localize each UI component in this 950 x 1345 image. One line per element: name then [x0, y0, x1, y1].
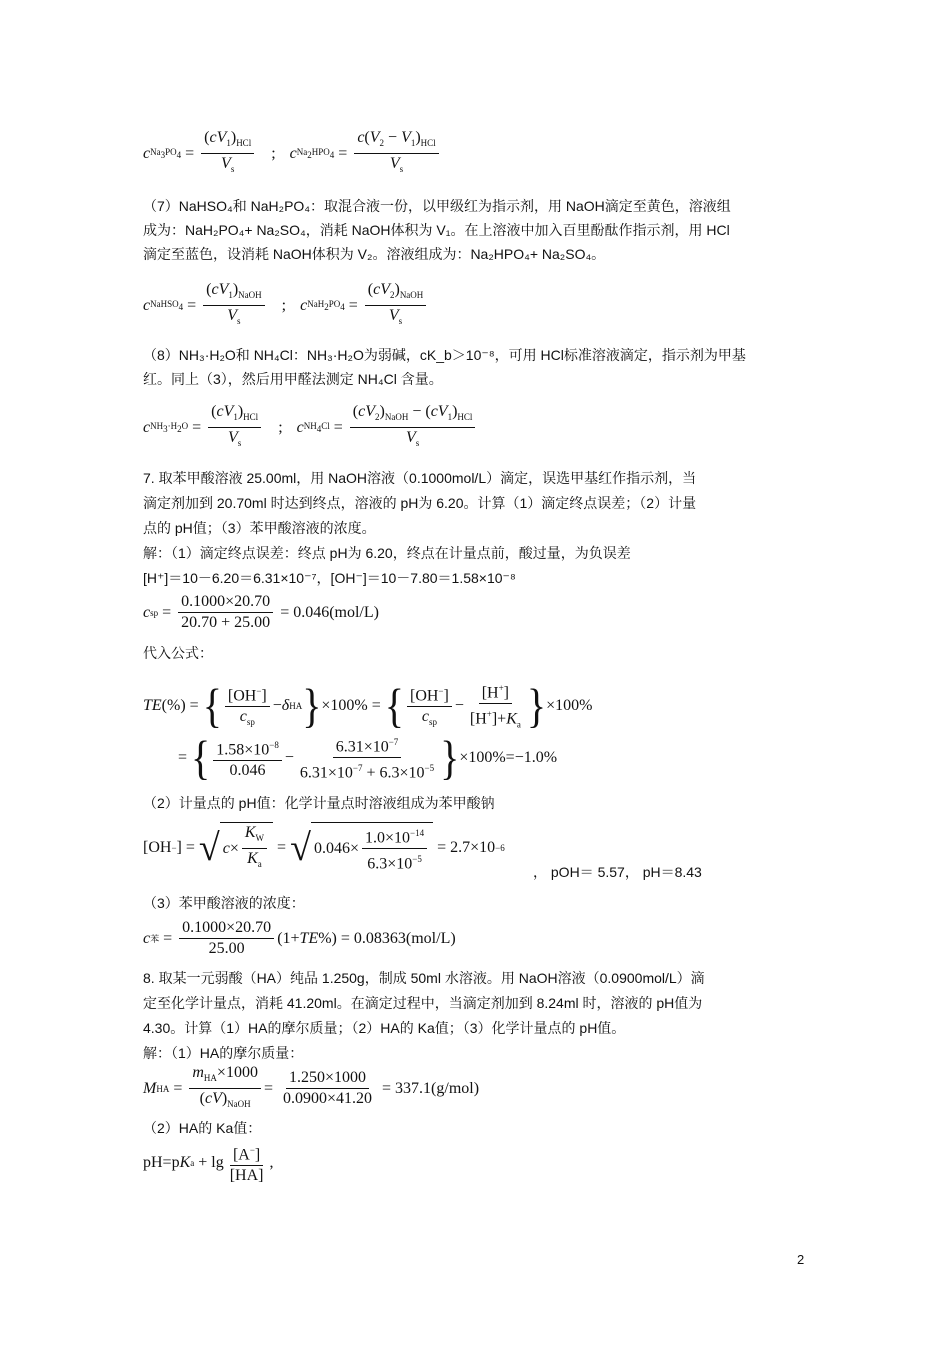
- paragraph-7-line-2: 成为：NaH₂PO₄+ Na₂SO₄，消耗 NaOH体积为 V₁。在上溶液中加入百里酚酞作指示剂，用 HCl: [143, 222, 730, 238]
- paragraph-8-line-1: （8）NH₃·H₂O和 NH₄Cl：NH₃·H₂O为弱碱，cK_b＞10⁻⁸，可用 HCl标准溶液滴定，指示剂为甲基: [143, 347, 746, 363]
- formula-ph: pH=p K a + lg $\frac{[A^-]}{[HA]}$ ,: [143, 1140, 273, 1186]
- formula-oh: [OH − ] = √ c × $\frac{K_W}{K_a}$ = √ 0.046× $\frac{1.0\times 10^{-14}}{6.3\times 10^{-5}}$ = 2.7×10 −6: [143, 822, 505, 875]
- question-7-line-2: 滴定剂加到 20.70ml 时达到终点，溶液的 pH为 6.20。计算（1）滴定终点误差；（2）计量: [143, 495, 697, 511]
- formula-na2hpo4: c $Na_2HPO_4$ = $\frac{c(V_2 - V_1)_{HCl}}{V_s}$: [290, 128, 442, 179]
- formula-nh4cl: c $NH_4Cl$ = $\frac{(cV_2)_{NaOH} - (cV_1)_{HCl}}{V_s}$: [297, 402, 479, 453]
- paragraph-7-line-1: （7）NaHSO₄和 NaH₂PO₄：取混合液一份，以甲级红为指示剂，用 NaOH滴定至黄色，溶液组: [143, 198, 731, 214]
- formula-nahso4-nah2po4: [143, 280, 429, 331]
- formula-cben: c 苯 = $\frac{0.1000\times 20.70}{25.00}$ (1+ TE %) = 0.08363(mol/L): [143, 919, 456, 957]
- question-7-line-1: 7. 取苯甲酸溶液 25.00ml，用 NaOH溶液（0.1000mol/L）滴定，误选甲基红作指示剂，当: [143, 470, 697, 486]
- solution-8-line-2: （2）HA的 Ka值：: [143, 1120, 262, 1136]
- formula-nahso4: c NaHSO$_4$ = $\frac{(cV_1)_{NaOH}}{V_s}$: [143, 280, 268, 331]
- page-number: 2: [797, 1252, 805, 1267]
- formula-nh3h2o: c $NH_3\cdot H_2O$ = $\frac{(cV_1)_{HCl}}{V_s}$: [143, 402, 264, 453]
- formula-separator: ;: [278, 418, 283, 436]
- solution-7-line-2: [H⁺]＝10－6.20＝6.31×10⁻⁷，[OH⁻]＝10－7.80＝1.58×10⁻⁸: [143, 570, 516, 586]
- solution-7-line-1: 解：（1）滴定终点误差：终点 pH为 6.20，终点在计量点前，酸过量，为负误差: [143, 545, 631, 561]
- formula-na3po4: c $Na_3PO_4$ = $\frac{(cV_1)_{HCl}}{V_s}$: [143, 128, 257, 179]
- formula-te-numeric: = { $\frac{1.58\times 10^{-8}}{0.046}$ − $\frac{6.31\times 10^{-7}}{6.31\times 10^{-7} + 6.3\times 10^{-5}}$ } ×100%=−1.0%: [178, 730, 558, 785]
- formula-separator: ;: [271, 144, 276, 162]
- formula-oh-tail: ， pOH＝ 5.57， pH＝8.43: [533, 864, 702, 880]
- formula-mha: M HA = $\frac{m_{HA}\times 1000}{(cV)_{NaOH}}$ = $\frac{1.250\times 1000}{0.0900\times 41.20}$ = 337.1(g/mol): [143, 1064, 480, 1110]
- formula-nh3h2o-nh4cl: [143, 402, 478, 453]
- question-8-line-1: 8. 取某一元弱酸（HA）纯品 1.250g，制成 50ml 水溶液。用 NaOH溶液（0.0900mol/L）滴: [143, 970, 705, 986]
- formula-nah2po4: c $NaH_2PO_4$ = $\frac{(cV_2)_{NaOH}}{V_s}$: [300, 280, 429, 331]
- question-8-line-2: 定至化学计量点，消耗 41.20ml。在滴定过程中，当滴定剂加到 8.24ml 时，溶液的 pH值为: [143, 995, 703, 1011]
- formula-na3po4-na2hpo4: [143, 128, 442, 179]
- formula-csp: c sp = $\frac{0.1000\times 20.70}{20.70 + 25.00}$ = 0.046(mol/L): [143, 593, 379, 631]
- solution-7-line-3: 代入公式：: [143, 645, 213, 661]
- formula-te-general: TE (%) = { $\frac{[OH^-]}{c_{sp}}$ − δ HA } ×100% = { $\frac{[OH^-]}{c_{sp}}$ − $\frac{[H^+]}{[H^+]+K_a}$ } ×100%: [143, 678, 593, 733]
- question-7-line-3: 点的 pH值；（3）苯甲酸溶液的浓度。: [143, 520, 376, 536]
- paragraph-7-line-3: 滴定至蓝色，设消耗 NaOH体积为 V₂。溶液组成为：Na₂HPO₄+ Na₂SO₄。: [143, 246, 606, 262]
- solution-7-line-5: （3）苯甲酸溶液的浓度：: [143, 895, 305, 911]
- solution-8-line-1: 解：（1）HA的摩尔质量：: [143, 1045, 304, 1061]
- formula-separator: ;: [281, 296, 287, 314]
- question-8-line-3: 4.30。计算（1）HA的摩尔质量；（2）HA的 Ka值；（3）化学计量点的 pH值。: [143, 1020, 626, 1036]
- paragraph-8-line-2: 红。同上（3），然后用甲醛法测定 NH₄Cl 含量。: [143, 371, 443, 387]
- solution-7-line-4: （2）计量点的 pH值：化学计量点时溶液组成为苯甲酸钠: [143, 795, 495, 811]
